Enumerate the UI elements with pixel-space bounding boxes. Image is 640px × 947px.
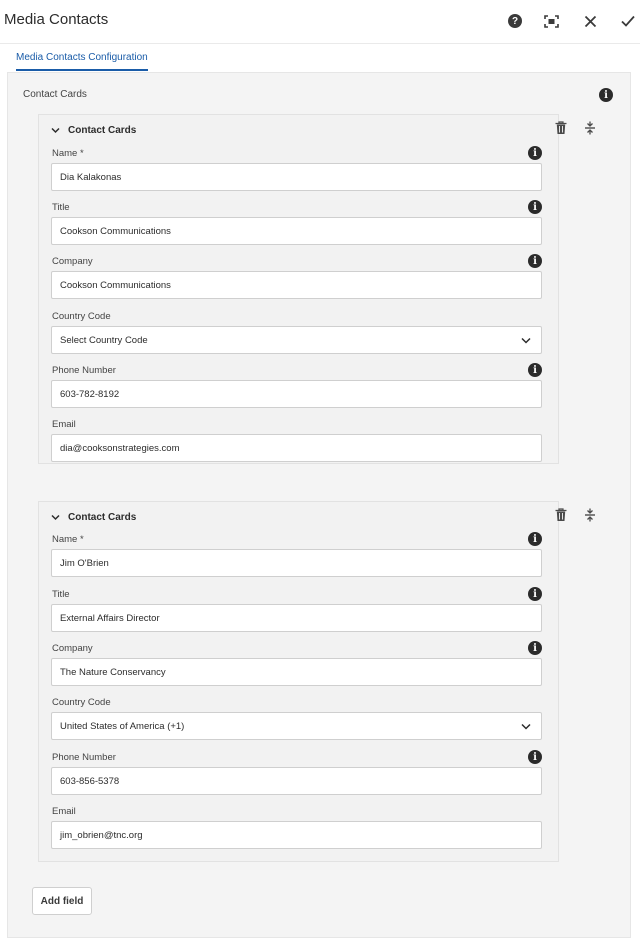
title-input[interactable]: External Affairs Director: [51, 604, 542, 632]
title-label: Title: [52, 202, 70, 213]
section-label: Contact Cards: [23, 89, 87, 100]
name-input[interactable]: Dia Kalakonas: [51, 163, 542, 191]
contact-card: [38, 501, 559, 862]
dialog-header: [0, 0, 640, 44]
trash-icon: [555, 508, 567, 522]
phone-number-label: Phone Number: [52, 752, 116, 763]
card-title: Contact Cards: [68, 511, 137, 523]
email-input[interactable]: jim_obrien@tnc.org: [51, 821, 542, 849]
country-code-select[interactable]: [51, 326, 542, 354]
country-code-select[interactable]: [51, 712, 542, 740]
company-label: Company: [52, 256, 93, 267]
add-field-button[interactable]: Add field: [32, 887, 92, 915]
card-title: Contact Cards: [68, 124, 137, 136]
close-icon: [584, 15, 597, 28]
checkmark-icon: [621, 15, 635, 27]
contact-cards-panel: [7, 72, 631, 938]
dialog-title: Media Contacts: [4, 11, 109, 28]
phone-number-input[interactable]: 603-782-8192: [51, 380, 542, 408]
help-button[interactable]: [504, 10, 526, 32]
info-icon[interactable]: i: [528, 750, 542, 764]
chevron-down-icon: [51, 513, 60, 522]
tab-media-contacts-configuration[interactable]: Media Contacts Configuration: [16, 52, 148, 71]
fullscreen-button[interactable]: [540, 10, 562, 32]
reorder-icon: [584, 508, 596, 522]
fullscreen-icon: [544, 15, 559, 28]
chevron-down-icon: [521, 723, 531, 730]
tab-bar: [0, 44, 640, 72]
country-code-value: United States of America (+1): [60, 720, 185, 732]
card-collapse-toggle[interactable]: [51, 510, 136, 524]
info-icon[interactable]: i: [528, 587, 542, 601]
email-input[interactable]: dia@cooksonstrategies.com: [51, 434, 542, 462]
title-label: Title: [52, 589, 70, 600]
company-label: Company: [52, 643, 93, 654]
name-label: Name *: [52, 534, 84, 545]
country-code-label: Country Code: [52, 697, 111, 708]
card-collapse-toggle[interactable]: [51, 123, 136, 137]
contact-card: [38, 114, 559, 464]
info-icon[interactable]: i: [528, 363, 542, 377]
info-icon[interactable]: i: [528, 641, 542, 655]
done-button[interactable]: [617, 10, 639, 32]
delete-card-button[interactable]: [553, 120, 569, 136]
info-icon[interactable]: i: [599, 88, 613, 102]
title-input[interactable]: Cookson Communications: [51, 217, 542, 245]
trash-icon: [555, 121, 567, 135]
reorder-card-handle[interactable]: [582, 507, 598, 523]
info-icon[interactable]: i: [528, 532, 542, 546]
phone-number-label: Phone Number: [52, 365, 116, 376]
name-label: Name *: [52, 148, 84, 159]
close-button[interactable]: [579, 10, 601, 32]
company-input[interactable]: Cookson Communications: [51, 271, 542, 299]
help-icon: ?: [508, 14, 522, 28]
chevron-down-icon: [521, 337, 531, 344]
info-icon[interactable]: i: [528, 254, 542, 268]
reorder-icon: [584, 121, 596, 135]
email-label: Email: [52, 419, 76, 430]
name-input[interactable]: Jim O'Brien: [51, 549, 542, 577]
reorder-card-handle[interactable]: [582, 120, 598, 136]
country-code-value: Select Country Code: [60, 334, 148, 346]
country-code-label: Country Code: [52, 311, 111, 322]
chevron-down-icon: [51, 126, 60, 135]
company-input[interactable]: The Nature Conservancy: [51, 658, 542, 686]
delete-card-button[interactable]: [553, 507, 569, 523]
email-label: Email: [52, 806, 76, 817]
info-icon[interactable]: i: [528, 200, 542, 214]
info-icon[interactable]: i: [528, 146, 542, 160]
phone-number-input[interactable]: 603-856-5378: [51, 767, 542, 795]
